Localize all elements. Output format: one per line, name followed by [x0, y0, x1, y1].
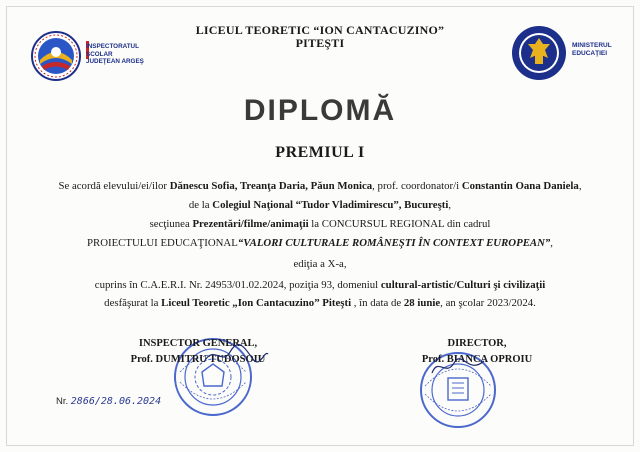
body-line-1 [0, 180, 640, 193]
body-line-4 [0, 237, 640, 250]
ministry-label [572, 42, 632, 58]
diploma-title: DIPLOMĂ [243, 94, 397, 127]
event-date: 28 iunie [403, 297, 441, 309]
registration-number [56, 396, 161, 407]
venue: Liceul Teoretic „Ion Cantacuzino” Piteşti [161, 297, 352, 309]
prize-heading: PREMIUL I [275, 144, 365, 161]
section-name: Prezentări/filme/animaţii [192, 218, 309, 230]
comma: , [550, 237, 553, 249]
isj-line2: JUDEŢEAN ARGEŞ [86, 58, 144, 65]
held-at-label: desfăşurat la [104, 297, 162, 309]
inspector-handwritten-signature [200, 340, 270, 370]
isj-arges-logo [30, 30, 82, 82]
student-school: Colegiul Naţional “Tudor Vladimirescu”, Bucureşti [212, 199, 449, 211]
body-line-6 [0, 279, 640, 292]
coordinator-name: Constantin Oana Daniela [461, 180, 579, 192]
school-name: LICEUL TEORETIC “ION CANTACUZINO” [195, 23, 445, 37]
isj-line1: INSPECTORATUL ŞCOLAR [86, 43, 139, 58]
director-name: Prof. BIANCA OPROIU [421, 354, 533, 365]
domain-name: cultural-artistic/Culturi şi civilizaţii [380, 279, 546, 291]
comma: , [578, 180, 582, 192]
school-city: PITEŞTI [295, 36, 345, 50]
edition: ediţia a X-a, [293, 258, 347, 270]
body-line-2 [0, 199, 640, 212]
inspector-name: Prof. DUMITRU TUDOSOIU [130, 354, 266, 365]
ministry-seal-logo [510, 24, 568, 82]
men-line1: MINISTERUL [572, 42, 612, 49]
school-heading [150, 24, 490, 50]
registration-prefix: Nr. [56, 396, 69, 407]
director-handwritten-signature [428, 355, 488, 379]
school-year: , an şcolar 2023/2024. [440, 297, 536, 309]
director-role: DIRECTOR, [447, 338, 507, 349]
date-label: , în data de [351, 297, 404, 309]
body-line-7 [0, 297, 640, 310]
from-label: de la [188, 199, 213, 211]
coordinator-intro: , prof. coordonator/i [372, 180, 462, 192]
inspector-role: INSPECTOR GENERAL, [138, 338, 258, 349]
project-label: PROIECTULUI EDUCAŢIONAL [86, 237, 238, 249]
caeri-text: cuprins în C.A.E.R.I. Nr. 24953/01.02.2024, poziţia 93, domeniul [94, 279, 381, 291]
award-intro: Se acordă elevului/ei/ilor [58, 180, 170, 192]
comma: , [448, 199, 452, 211]
contest-text: la CONCURSUL REGIONAL din cadrul [308, 218, 491, 230]
student-names: Dănescu Sofia, Treanţa Daria, Păun Monica [169, 180, 373, 192]
body-line-5 [0, 258, 640, 271]
section-label: secţiunea [149, 218, 193, 230]
men-line2: EDUCAŢIEI [572, 50, 608, 57]
registration-value: 2866/28.06.2024 [70, 396, 162, 407]
body-line-3 [0, 218, 640, 231]
project-name: “VALORI CULTURALE ROMÂNEŞTI ÎN CONTEXT EUROPEAN” [237, 237, 551, 249]
